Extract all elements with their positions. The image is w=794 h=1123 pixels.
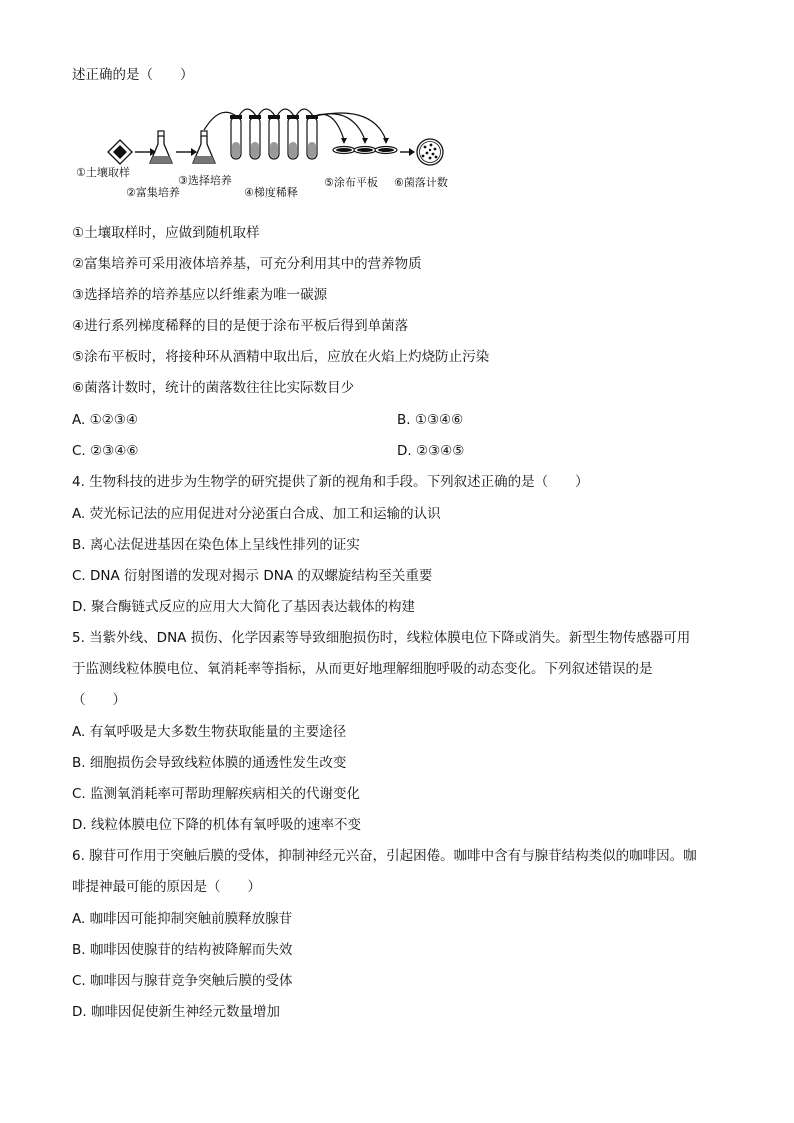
q5-option-b[interactable]: B. 细胞损伤会导致线粒体膜的通透性发生改变: [72, 755, 347, 771]
q3-option-c[interactable]: C. ②③④⑥: [72, 443, 139, 459]
q6-option-d[interactable]: D. 咖啡因促使新生神经元数量增加: [72, 1004, 280, 1020]
q3-option-d[interactable]: D. ②③④⑤: [397, 443, 465, 459]
statement-5: ⑤涂布平板时，将接种环从酒精中取出后，应放在火焰上灼烧防止污染: [72, 349, 490, 365]
statement-1: ①土壤取样时，应做到随机取样: [72, 225, 260, 241]
q4-stem: 4. 生物科技的进步为生物学的研究提供了新的视角和手段。下列叙述正确的是（ ）: [72, 474, 589, 490]
q6-stem-line2: 啡提神最可能的原因是（ ）: [72, 879, 261, 895]
q5-stem-line1: 5. 当紫外线、DNA 损伤、化学因素等导致细胞损伤时，线粒体膜电位下降或消失。新型生物传感器可用: [72, 630, 691, 646]
q6-stem-line1: 6. 腺苷可作用于突触后膜的受体，抑制神经元兴奋，引起困倦。咖啡中含有与腺苷结构类似的咖啡因。咖: [72, 848, 697, 864]
colony-count-plate-icon: [417, 139, 443, 165]
q3-stem-tail: 述正确的是（ ）: [72, 67, 194, 83]
selection-flask-icon: [193, 131, 215, 163]
statement-6: ⑥菌落计数时，统计的菌落数往往比实际数目少: [72, 380, 355, 396]
tube-caps: [230, 115, 318, 119]
q4-option-d[interactable]: D. 聚合酶链式反应的应用大大简化了基因表达载体的构建: [72, 599, 415, 615]
step3-label: ③选择培养: [178, 174, 232, 187]
experiment-flow-diagram: [72, 100, 472, 204]
q4-option-c[interactable]: C. DNA 衍射图谱的发现对揭示 DNA 的双螺旋结构至关重要: [72, 568, 433, 584]
q5-option-d[interactable]: D. 线粒体膜电位下降的机体有氧呼吸的速率不变: [72, 817, 361, 833]
plating-arrows: [315, 113, 386, 140]
q6-option-c[interactable]: C. 咖啡因与腺苷竞争突触后膜的受体: [72, 973, 293, 989]
step2-label: ②富集培养: [126, 186, 180, 199]
q3-option-b[interactable]: B. ①③④⑥: [397, 412, 464, 428]
statement-3: ③选择培养的培养基应以纤维素为唯一碳源: [72, 287, 328, 303]
soil-sample-icon: [108, 140, 132, 164]
enrichment-flask-icon: [150, 131, 172, 163]
arrow-icon: [176, 148, 197, 156]
step5-label: ⑤涂布平板: [324, 176, 378, 189]
statement-4: ④进行系列梯度稀释的目的是便于涂布平板后得到单菌落: [72, 318, 409, 334]
q5-stem-line2: 于监测线粒体膜电位、氧消耗率等指标，从而更好地理解细胞呼吸的动态变化。下列叙述错误的是: [72, 661, 653, 677]
q5-option-c[interactable]: C. 监测氧消耗率可帮助理解疾病相关的代谢变化: [72, 786, 361, 802]
arrow-icon: [400, 148, 415, 156]
q4-option-b[interactable]: B. 离心法促进基因在染色体上呈线性排列的证实: [72, 537, 360, 553]
agar-plates-icon: [333, 147, 397, 154]
statement-2: ②富集培养可采用液体培养基，可充分利用其中的营养物质: [72, 256, 422, 272]
step4-label: ④梯度稀释: [244, 186, 298, 199]
step1-label: ①土壤取样: [76, 166, 130, 179]
q5-option-a[interactable]: A. 有氧呼吸是大多数生物获取能量的主要途径: [72, 724, 347, 740]
q6-option-b[interactable]: B. 咖啡因使腺苷的结构被降解而失效: [72, 942, 293, 958]
q5-stem-line3: （ ）: [72, 692, 126, 708]
step6-label: ⑥菌落计数: [394, 176, 448, 189]
q4-option-a[interactable]: A. 荧光标记法的应用促进对分泌蛋白合成、加工和运输的认识: [72, 506, 441, 522]
q3-option-a[interactable]: A. ①②③④: [72, 412, 138, 428]
q6-option-a[interactable]: A. 咖啡因可能抑制突触前膜释放腺苷: [72, 911, 293, 927]
